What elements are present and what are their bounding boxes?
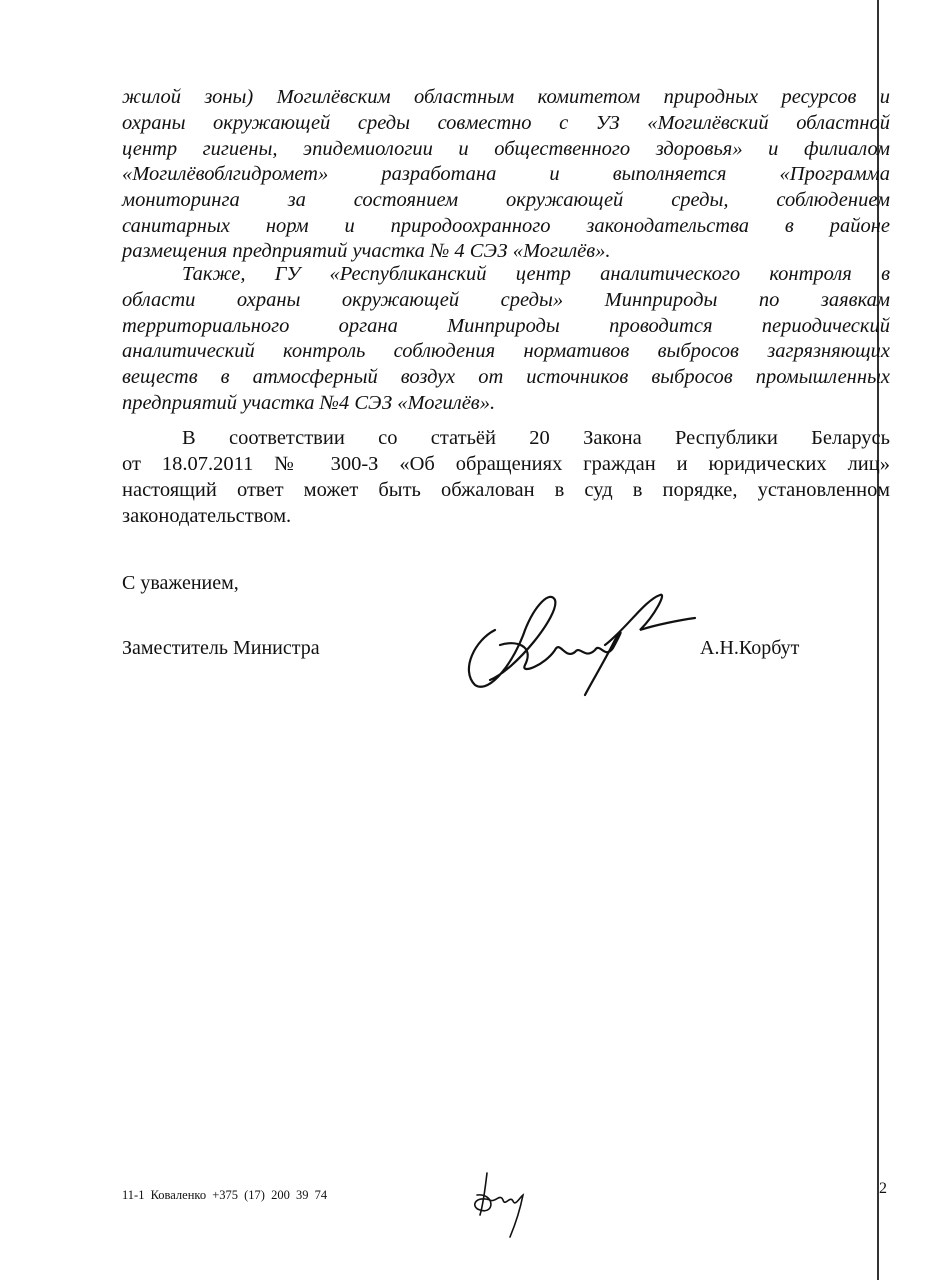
text-line: жилой зоны) Могилёвским областным комитетом природных ресурсов и <box>122 86 890 108</box>
text-line: Также, ГУ «Республиканский центр аналитического контроля в <box>182 263 890 285</box>
text-line: «Могилёвоблгидромет» разработана и выполняется «Программа <box>122 163 890 185</box>
text-line: аналитический контроль соблюдения нормативов выбросов загрязняющих <box>122 340 890 362</box>
signatory-name: А.Н.Корбут <box>700 637 800 659</box>
text-line: законодательством. <box>122 505 292 527</box>
text-line: санитарных норм и природоохранного законодательства в районе <box>122 215 890 237</box>
text-line: настоящий ответ может быть обжалован в суд в порядке, установленном <box>122 479 890 501</box>
signatory-position: Заместитель Министра <box>122 637 320 659</box>
signature-image <box>455 570 705 700</box>
text-line: охраны окружающей среды совместно с УЗ «Могилёвский областной <box>122 112 890 134</box>
closing-salutation: С уважением, <box>122 572 239 594</box>
text-line: области охраны окружающей среды» Минприроды по заявкам <box>122 289 890 311</box>
page-number: 2 <box>879 1180 887 1197</box>
text-line: от 18.07.2011 № 300-З «Об обращениях граждан и юридических лиц» <box>122 453 890 475</box>
text-line: веществ в атмосферный воздух от источников выбросов промышленных <box>122 366 890 388</box>
text-line: В соответствии со статьёй 20 Закона Республики Беларусь <box>182 427 890 449</box>
text-line: центр гигиены, эпидемиологии и общественного здоровья» и филиалом <box>122 138 890 160</box>
text-line: территориального органа Минприроды проводится периодический <box>122 315 890 337</box>
initials-signature <box>465 1165 545 1240</box>
executor-footer: 11-1 Коваленко +375 (17) 200 39 74 <box>122 1188 328 1202</box>
text-line: мониторинга за состоянием окружающей среды, соблюдением <box>122 189 890 211</box>
text-line: размещения предприятий участка № 4 СЭЗ «Могилёв». <box>122 240 611 262</box>
text-line: предприятий участка №4 СЭЗ «Могилёв». <box>122 392 496 414</box>
